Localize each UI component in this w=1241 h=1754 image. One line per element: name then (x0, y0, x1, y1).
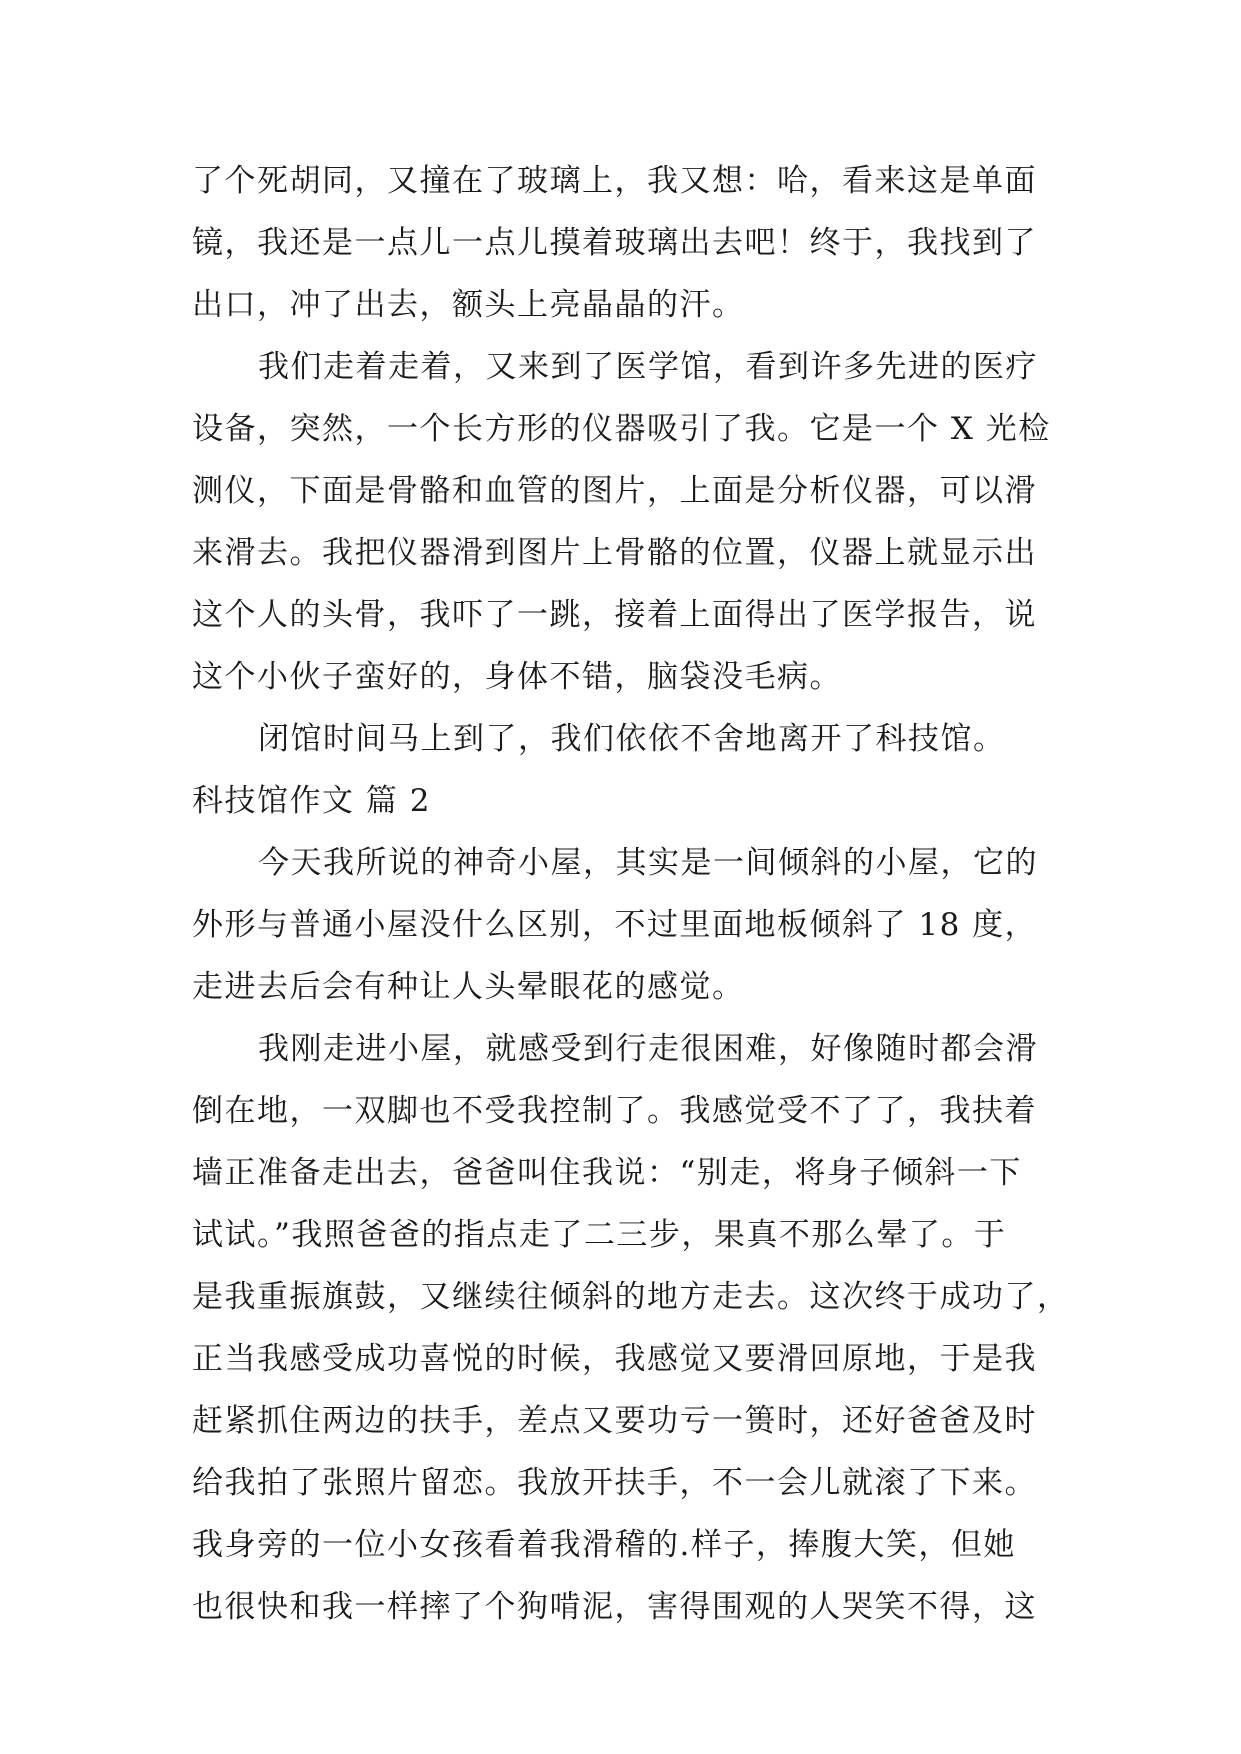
paragraph (192, 708, 1072, 770)
text-line: 赶紧抓住两边的扶手，差点又要功亏一篑时，还好爸爸及时 (192, 1403, 1037, 1439)
paragraph (192, 832, 1072, 1018)
text-line: 走进去后会有种让人头晕眼花的感觉。 (192, 969, 745, 1005)
paragraph (192, 150, 1072, 336)
paragraph (192, 1018, 1072, 1638)
text-line: 这个人的头骨，我吓了一跳，接着上面得出了医学报告，说 (192, 597, 1037, 633)
text-line: 这个小伙子蛮好的，身体不错，脑袋没毛病。 (192, 659, 842, 695)
text-line: 正当我感受成功喜悦的时候，我感觉又要滑回原地，于是我 (192, 1341, 1037, 1377)
text-line: 我刚走进小屋，就感受到行走很困难，好像随时都会滑 (258, 1031, 1038, 1067)
text-line: 测仪，下面是骨骼和血管的图片，上面是分析仪器，可以滑 (192, 473, 1037, 509)
text-line: 我身旁的一位小女孩看着我滑稽的.样子，捧腹大笑，但她 (192, 1527, 1016, 1563)
text-line: 设备，突然，一个长方形的仪器吸引了我。它是一个 X 光检 (192, 411, 1051, 447)
text-line: 了个死胡同，又撞在了玻璃上，我又想：哈，看来这是单面 (192, 163, 1037, 199)
text-line: 今天我所说的神奇小屋，其实是一间倾斜的小屋，它的 (258, 845, 1038, 881)
document-body (192, 150, 1072, 1638)
text-line: 出口，冲了出去，额头上亮晶晶的汗。 (192, 287, 745, 323)
text-line: 也很快和我一样摔了个狗啃泥，害得围观的人哭笑不得，这 (192, 1589, 1037, 1625)
section-heading: 科技馆作文 篇 2 (192, 783, 431, 819)
text-line: 外形与普通小屋没什么区别，不过里面地板倾斜了 18 度， (192, 907, 1038, 943)
text-line: 给我拍了张照片留恋。我放开扶手，不一会儿就滚了下来。 (192, 1465, 1037, 1501)
paragraph (192, 336, 1072, 708)
text-line: 来滑去。我把仪器滑到图片上骨骼的位置，仪器上就显示出 (192, 535, 1037, 571)
text-line: 倒在地，一双脚也不受我控制了。我感觉受不了了，我扶着 (192, 1093, 1037, 1129)
text-line: 是我重振旗鼓，又继续往倾斜的地方走去。这次终于成功了， (192, 1279, 1070, 1315)
text-line: 我们走着走着，又来到了医学馆，看到许多先进的医疗 (258, 349, 1038, 385)
text-line: 墙正准备走出去，爸爸叫住我说：“别走，将身子倾斜一下 (192, 1155, 1022, 1191)
text-line: 闭馆时间马上到了，我们依依不舍地离开了科技馆。 (258, 721, 1006, 757)
text-line: 镜，我还是一点儿一点儿摸着玻璃出去吧！终于，我找到了 (192, 225, 1037, 261)
text-line: 试试。”我照爸爸的指点走了二三步，果真不那么晕了。于 (192, 1217, 1007, 1253)
